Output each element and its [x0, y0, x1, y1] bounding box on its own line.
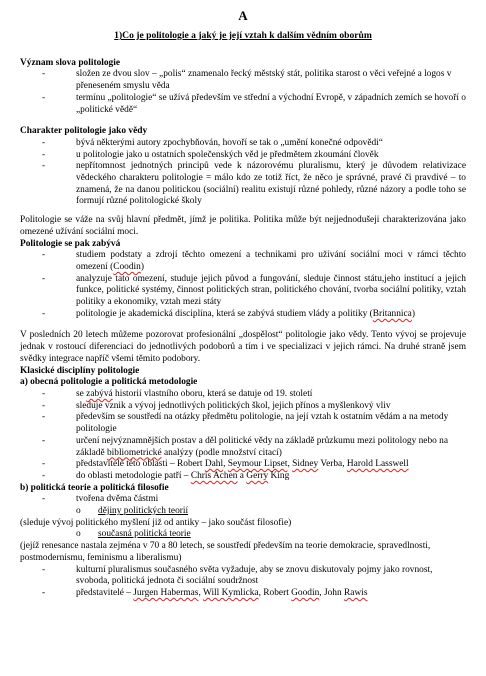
sub-item [20, 529, 466, 541]
list-item [20, 471, 466, 483]
heading-zabyva: Politologie se pak zabývá [20, 238, 121, 249]
spellcheck-word: Coodin [113, 261, 141, 272]
item-text: představitelé – [76, 587, 134, 598]
item-text: představitelé této oblasti – Robert [76, 459, 205, 470]
list-item: - analyzuje tato omezení, studuje jejich původ a fungování, sleduje činnost státu,jeho institucí a jejich funkce, politické systémy, činnost politických stran, politického chování, tvorba sociální politiky, vztah politiky a ekonomiky, vztah mezi státy [20, 274, 466, 309]
list-item [20, 459, 466, 471]
spellcheck-word: Jurgen Habermas [133, 587, 199, 598]
spellcheck-word: bibliometrické [106, 447, 162, 458]
list-teorie [20, 494, 466, 506]
list-item [20, 250, 466, 273]
item-text: ) [140, 261, 144, 272]
list-item: - kulturní pluralismus současného světa vyžaduje, aby se znovu diskutovaly pojmy jako rovnost, svoboda, politická jednota či sociální soudržnost [20, 565, 466, 588]
note-text: (sleduje vývoj politického myšlení již od antiky – jako součást filosofie) [20, 517, 292, 528]
item-text: , [198, 587, 203, 598]
list-item: - nepřítomnost jednotných principů vede k názorovému pluralismu, který je důvodem relativizace vědeckého charakteru politologie = málo kdo ze totiž říct, že něco je správné, pravé či pravdivé – to znamená, že na danou politickou (sociální) realitu existují různé pohledy, různé názory a podle toho se formují různé politologické školy [20, 161, 466, 208]
list-item: - tvořena dvěma částmi [20, 494, 466, 506]
note-text: (jejíž renesance nastala zejména v 70 a 80 letech, se soustředí především na teorie demokracie, spravedlnosti, postmodernismu, feminismu a liberalismu) [20, 541, 431, 563]
paragraph-politika: Politologie se váže na svůj hlavní předmět, jímž je politika. Politika může být nejjednodušeji charakterizována jako omezené užívání sociální moci. [20, 215, 466, 237]
item-text: Verba, [318, 459, 347, 470]
spellcheck-word: Dahl [204, 459, 224, 470]
sub-item-text: současná politická teorie [98, 529, 191, 540]
spellcheck-word: Will Kymlicka [202, 587, 259, 598]
spellcheck-word: Sidney [292, 459, 319, 470]
spellcheck-word: Rawis [344, 587, 368, 598]
paragraph-vyvoj: V posledních 20 letech můžeme pozorovat profesionální „dospělost“ politologie jako vědy. Tento vývoj se projevuje jednak v rostoucí diferenciaci do jednotlivých podoborů a tím i ve specializaci v jejich rámci. Na druhé straně jsem svědky integrace napříč všemi těmito podobory. [20, 330, 466, 364]
list-item: - sleduje vznik a vývoj jednotlivých politických škol, jejich přínos a myšlenkový vliv [20, 401, 466, 413]
sub-item [20, 506, 466, 518]
item-text: , Robert [258, 587, 292, 598]
list-item [20, 309, 466, 321]
item-text: , [287, 459, 293, 470]
item-text: do oblasti metodologie patří – [76, 470, 191, 481]
item-text: studiem podstaty a zdrojí těchto omezení a technikami pro užívání sociální moci v rámci těchto omezení ( [76, 250, 466, 272]
list-item: - především se soustředí na otázky předmětu politologie, na její vztah k ostatním vědám a na metody politologie [20, 412, 466, 435]
list-item [20, 436, 466, 459]
spellcheck-word: Seymour Lipset [227, 459, 288, 470]
list-vyznam [20, 69, 466, 116]
list-zabyva [20, 250, 466, 320]
list-item [20, 588, 466, 600]
spellcheck-word: Gerry [246, 470, 269, 481]
item-text: ) [411, 308, 415, 319]
list-obecna [20, 389, 466, 483]
spellcheck-word: Goodin [291, 587, 320, 598]
spellcheck-word: Britannica [372, 308, 412, 319]
list-item: - bývá některými autory zpochybňován, hovoří se tak o „umění konečné odpovědi“ [20, 138, 466, 150]
list-item: - termínu „politologie“ se užívá především ve střední a východní Evropě, v západních zemích se hovoří o „politické vědě“ [20, 93, 466, 116]
list-item: - u politologie jako u ostatních společenských věd je předmětem zkoumání člověk [20, 150, 466, 162]
list-teorie-2 [20, 565, 466, 600]
item-text: , John [319, 587, 345, 598]
heading-obecna: a) obecná politologie a politická metodologie [20, 377, 198, 388]
list-item: - složen ze dvou slov – „polis“ znamenalo řecký městský stát, politika starost o věci veřejné a logos v přeneseném smyslu věda [20, 69, 466, 92]
list-charakter [20, 138, 466, 208]
sub-item-text: dějiny politických teorií [98, 506, 189, 517]
item-text: King [268, 470, 290, 481]
document-title: 1)Co je politologie a jaký je její vztah k dalším vědním oborům [114, 30, 372, 41]
heading-teorie: b) politická teorie a politická filosofie [20, 482, 169, 493]
item-text: analýzy (podle množství citací) [161, 447, 282, 458]
list-item [20, 389, 466, 401]
item-text: a [237, 470, 247, 481]
chapter-letter: A [238, 8, 248, 23]
spellcheck-word: zabývá [86, 388, 113, 399]
item-text: politologie je akademická disciplína, která se zabývá studiem vlády a politiky ( [76, 308, 373, 319]
heading-vyznam: Význam slova politologie [20, 57, 120, 68]
item-text: určení nejvýznamnějších postav a děl politické vědy na základě průzkumu mezi politology nebo na základě [76, 435, 449, 458]
heading-charakter: Charakter politologie jako vědy [20, 126, 148, 137]
spellcheck-word: Harold Lasswell [346, 459, 409, 470]
item-text: se [76, 388, 87, 399]
heading-discipliny: Klasické disciplíny politologie [20, 365, 140, 376]
item-text: historií vlastního oboru, která se datuje od 19. století [112, 388, 313, 399]
spellcheck-word: Chris Achen [190, 470, 238, 481]
item-text: , [223, 459, 228, 470]
